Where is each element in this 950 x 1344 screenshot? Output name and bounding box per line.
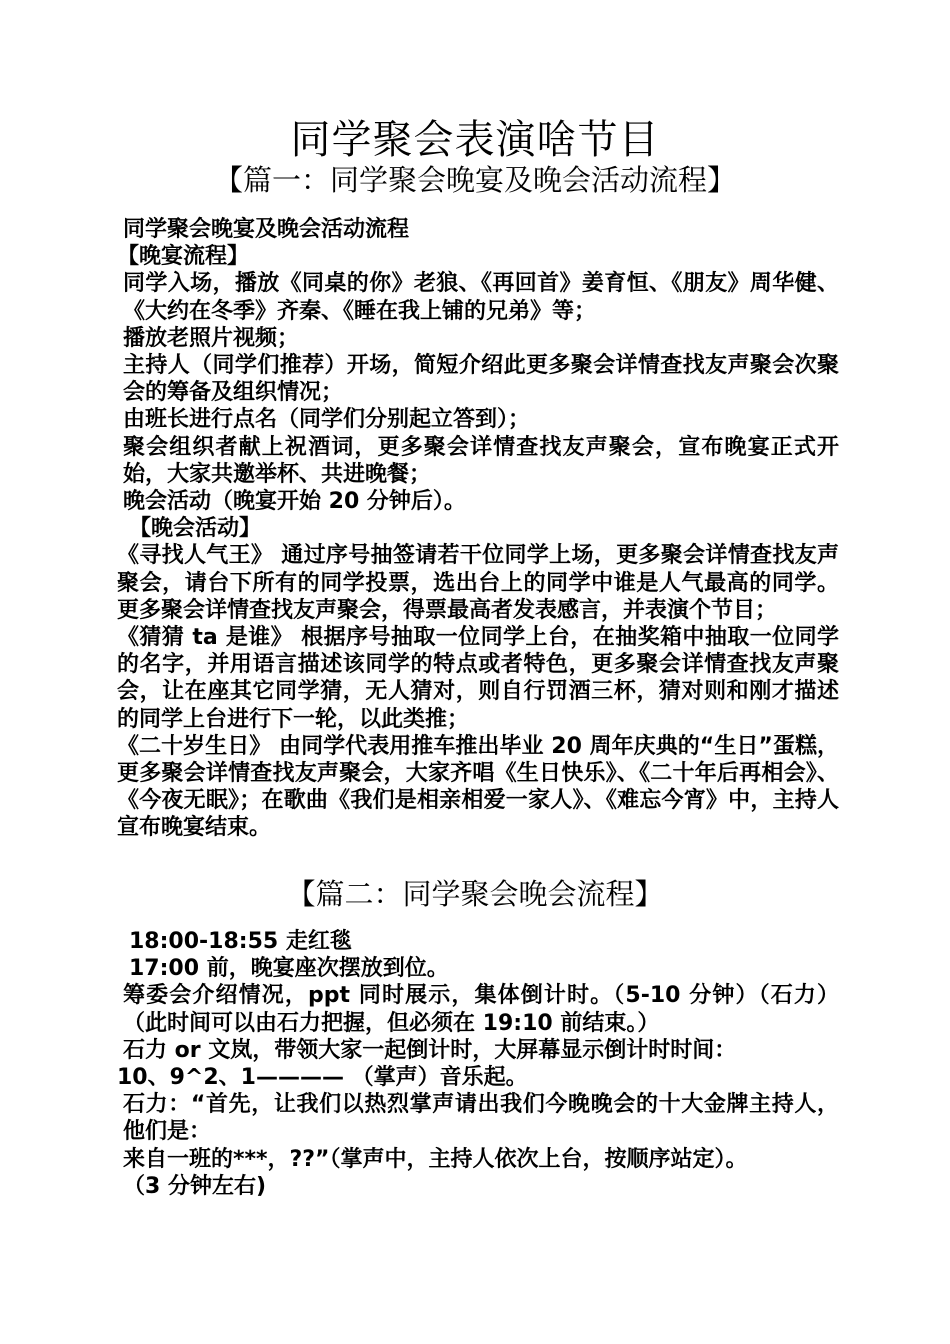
section-heading-2: 【篇二：同学聚会晚会流程】 <box>286 877 664 911</box>
paragraph: 聚会组织者献上祝酒词，更多聚会详情查找友声聚会，宣布晚宴正式开始，大家共邀举杯、共进晚餐； <box>123 434 839 487</box>
section-heading-1: 【篇一：同学聚会晚宴及晚会活动流程】 <box>213 163 736 197</box>
paragraph: （3 分钟左右) <box>123 1173 267 1199</box>
paragraph: 播放老照片视频； <box>123 325 300 351</box>
paragraph: 主持人（同学们推荐）开场，简短介绍此更多聚会详情查找友声聚会次聚会的筹备及组织情况； <box>123 353 839 406</box>
paragraph: 《猜猜 ta 是谁》 根据序号抽取一位同学上台，在抽奖箱中抽取一位同学的名字，并用语言描述该同学的特点或者特色，更多聚会详情查找友声聚会，让在座其它同学猜，无人猜对，则自行罚酒三杯，猜对则和刚才描述的同学上台进行下一轮，以此类推； <box>117 625 839 732</box>
paragraph: 【晚宴流程】 <box>117 244 250 270</box>
paragraph: 18:00-18:55 走红毯 <box>129 929 352 954</box>
paragraph: 17:00 前，晚宴座次摆放到位。 <box>129 956 449 982</box>
paragraph: 石力 or 文岚，带领大家一起倒计时，大屏幕显示倒计时时间： <box>123 1037 737 1063</box>
paragraph: 10、9^2、1———— （掌声）音乐起。 <box>117 1065 528 1091</box>
paragraph: 筹委会介绍情况，ppt 同时展示，集体倒计时。（5-10 分钟）（石力）（此时间可以由石力把握，但必须在 19:10 前结束。） <box>123 983 839 1036</box>
document-title: 同学聚会表演啥节目 <box>290 117 660 163</box>
paragraph: 《寻找人气王》 通过序号抽签请若干位同学上场，更多聚会详情查找友声聚会，请台下所有的同学投票，选出台上的同学中谁是人气最高的同学。更多聚会详情查找友声聚会，得票最高者发表感言，并表演个节目； <box>117 543 839 623</box>
paragraph: 同学聚会晚宴及晚会活动流程 <box>123 217 410 242</box>
section-1-body <box>117 216 839 842</box>
paragraph: 由班长进行点名（同学们分别起立答到）； <box>123 407 531 433</box>
section-2-body <box>117 928 839 1200</box>
paragraph: 晚会活动（晚宴开始 20 分钟后）。 <box>123 489 466 515</box>
paragraph: 《二十岁生日》 由同学代表用推车推出毕业 20 周年庆典的“生日”蛋糕，更多聚会详情查找友声聚会，大家齐唱《生日快乐》、《二十年后再相会》、《今夜无眠》；在歌曲《我们是相亲相爱一家人》、《难忘今宵》中，主持人宣布晚宴结束。 <box>117 733 839 841</box>
paragraph: 【晚会活动】 <box>129 516 262 542</box>
paragraph: 来自一班的***，??”（掌声中，主持人依次上台，按顺序站定）。 <box>123 1146 748 1172</box>
paragraph: 石力：“首先，让我们以热烈掌声请出我们今晚晚会的十大金牌主持人，他们是： <box>123 1092 839 1145</box>
paragraph: 同学入场，播放《同桌的你》老狼、《再回首》姜育恒、《朋友》周华健、《大约在冬季》齐秦、《睡在我上铺的兄弟》等； <box>123 271 839 324</box>
